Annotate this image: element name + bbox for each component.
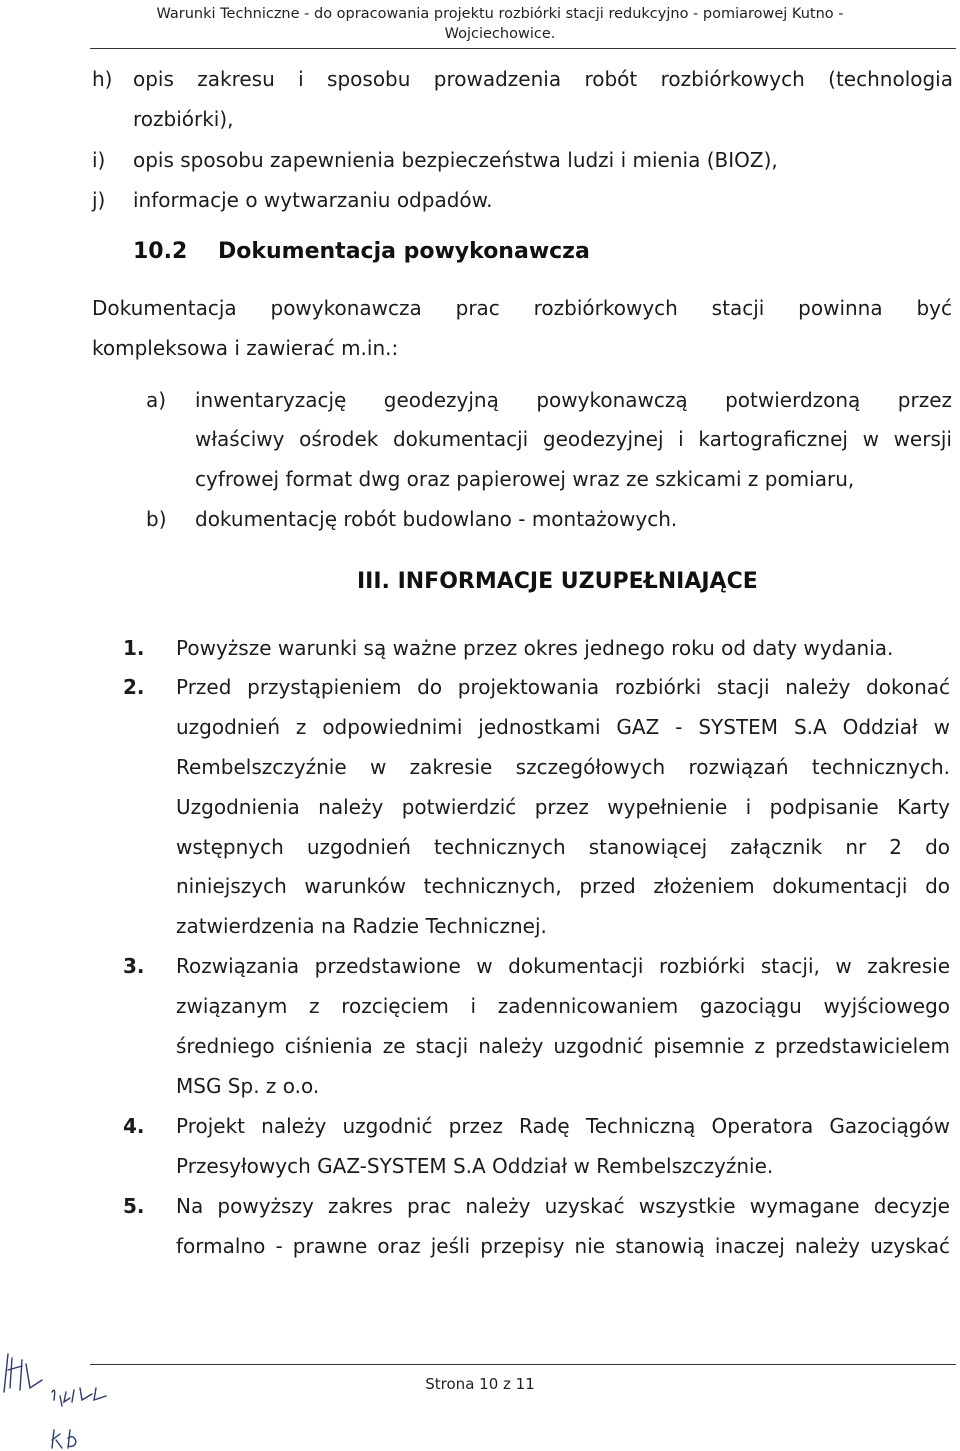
list-marker-5: 5. — [123, 1194, 145, 1218]
list-marker-4: 4. — [123, 1114, 145, 1138]
header-title-line2: Wojciechowice. — [444, 26, 556, 42]
info-item-2-line7: zatwierdzenia na Radzie Technicznej. — [176, 914, 547, 938]
info-item-2-line3: Rembelszczyźnie w zakresie szczegółowych rozwiązań technicznych. — [176, 755, 950, 779]
list-marker-b: b) — [146, 507, 167, 531]
info-item-5-line1: Na powyższy zakres prac należy uzyskać wszystkie wymagane decyzje — [176, 1194, 950, 1218]
info-item-4-line2: Przesyłowych GAZ-SYSTEM S.A Oddział w Rembelszczyźnie. — [176, 1154, 774, 1178]
header-title-line1: Warunki Techniczne - do opracowania projektu rozbiórki stacji redukcyjno - pomiarowej Kutno - — [156, 6, 844, 22]
section-intro-line1: Dokumentacja powykonawcza prac rozbiórkowych stacji powinna być — [92, 296, 952, 320]
list-marker-j: j) — [92, 188, 106, 212]
list-marker-1: 1. — [123, 636, 145, 660]
info-item-2-line1: Przed przystąpieniem do projektowania rozbiórki stacji należy dokonać — [176, 675, 950, 699]
info-item-3-line2: związanym z rozcięciem i zadennicowaniem gazociągu wyjściowego — [176, 994, 950, 1018]
handwritten-initials — [0, 1330, 140, 1451]
list-marker-a: a) — [146, 388, 167, 412]
list-item-j: informacje o wytwarzaniu odpadów. — [133, 188, 493, 212]
list-item-h-line1: opis zakresu i sposobu prowadzenia robót rozbiórkowych (technologia — [133, 67, 953, 91]
info-item-5-line2: formalno - prawne oraz jeśli przepisy nie stanowią inaczej należy uzyskać — [176, 1234, 950, 1258]
list-item-i: opis sposobu zapewnienia bezpieczeństwa ludzi i mienia (BIOZ), — [133, 148, 778, 172]
list-item-h-line2: rozbiórki), — [133, 107, 234, 131]
section-intro-line2: kompleksowa i zawierać m.in.: — [92, 336, 399, 360]
info-item-3-line3: średniego ciśnienia ze stacji należy uzgodnić pisemnie z przedstawicielem — [176, 1034, 950, 1058]
list-item-b: dokumentację robót budowlano - montażowych. — [195, 507, 678, 531]
info-item-2-line6: niniejszych warunków technicznych, przed złożeniem dokumentacji do — [176, 874, 950, 898]
list-marker-2: 2. — [123, 675, 145, 699]
info-item-3-line4: MSG Sp. z o.o. — [176, 1074, 320, 1098]
info-item-4-line1: Projekt należy uzgodnić przez Radę Techniczną Operatora Gazociągów — [176, 1114, 950, 1138]
section-iii-title: III. INFORMACJE UZUPEŁNIAJĄCE — [357, 569, 758, 594]
page-number: Strona 10 z 11 — [425, 1375, 535, 1393]
footer-divider — [90, 1364, 956, 1365]
list-marker-h: h) — [92, 67, 113, 91]
info-item-2-line5: wstępnych uzgodnień technicznych stanowiącej załącznik nr 2 do — [176, 835, 950, 859]
list-marker-i: i) — [92, 148, 106, 172]
info-item-1: Powyższe warunki są ważne przez okres jednego roku od daty wydania. — [176, 636, 894, 660]
list-item-a-line2: właściwy ośrodek dokumentacji geodezyjnej i kartograficznej w wersji — [195, 427, 952, 451]
section-title: Dokumentacja powykonawcza — [218, 239, 590, 264]
info-item-2-line2: uzgodnień z odpowiednimi jednostkami GAZ - SYSTEM S.A Oddział w — [176, 715, 950, 739]
page-header — [100, 4, 900, 44]
info-item-2-line4: Uzgodnienia należy potwierdzić przez wypełnienie i podpisanie Karty — [176, 795, 950, 819]
header-divider — [90, 48, 956, 49]
list-item-a-line3: cyfrowej format dwg oraz papierowej wraz ze szkicami z pomiaru, — [195, 467, 855, 491]
info-item-3-line1: Rozwiązania przedstawione w dokumentacji rozbiórki stacji, w zakresie — [176, 954, 950, 978]
list-item-a-line1: inwentaryzację geodezyjną powykonawczą potwierdzoną przez — [195, 388, 952, 412]
section-number: 10.2 — [133, 239, 188, 264]
list-marker-3: 3. — [123, 954, 145, 978]
